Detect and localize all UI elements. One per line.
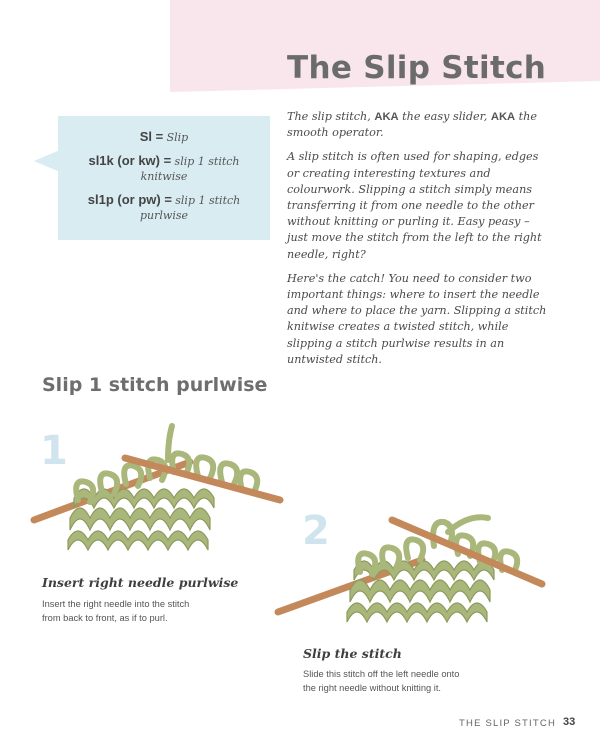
intro-paragraph-3: Here's the catch! You need to consider two important things: where to insert the needle and where to place the yarn. Slipping a stitch knitwise creates a twisted stitch, while slipping a stitch purlwise results in an untwisted stitch. [287, 271, 547, 366]
intro-paragraph-1: The slip stitch, AKA the easy slider, AKA the smooth operator. [287, 110, 538, 140]
step-2-illustration [272, 510, 550, 630]
abbreviation-row-purlwise: sl1p (or pw) = slip 1 stitch purlwise [87, 192, 241, 222]
step-1-description: Insert the right needle into the stitch from back to front, as if to purl. [42, 599, 190, 623]
page-number: 33 [563, 716, 576, 728]
page-title: The Slip Stitch [287, 50, 547, 86]
callout-tail [34, 150, 60, 172]
abbreviation-row-slip: Sl = Slip [139, 129, 189, 144]
intro-paragraph-2: A slip stitch is often used for shaping, edges or creating interesting textures and colourwork. Slipping a stitch simply means transferring it from one needle to the other without knitting or purling it. Easy peasy – just move the stitch from the left to the right needle, right? [287, 150, 542, 261]
step-2-description: Slide this stitch off the left needle onto the right needle without knitting it. [303, 669, 460, 693]
section-title: Slip 1 stitch purlwise [42, 374, 268, 396]
intro-text [287, 109, 547, 376]
footer-section-label: THE SLIP STITCH [459, 718, 557, 729]
step-2-number: 2 [302, 508, 330, 554]
step-1-number: 1 [40, 428, 68, 474]
abbreviation-row-knitwise: sl1k (or kw) = slip 1 stitch knitwise [88, 153, 240, 183]
step-2-title: Slip the stitch [303, 646, 402, 661]
step-1-illustration [30, 420, 285, 555]
step-1-title: Insert right needle purlwise [42, 575, 239, 590]
